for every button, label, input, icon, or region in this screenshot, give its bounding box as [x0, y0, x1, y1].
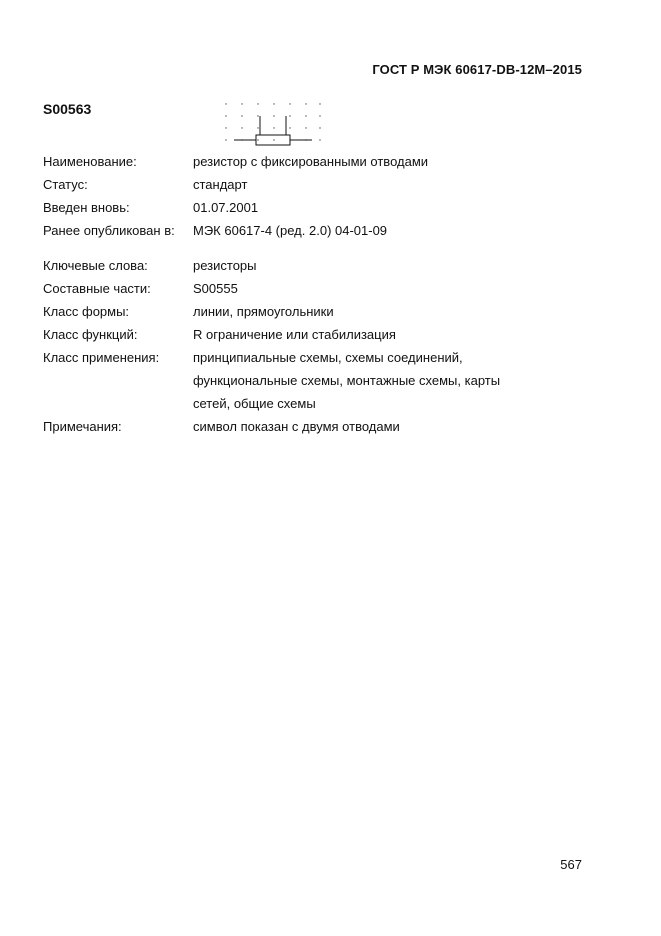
field-value: символ показан с двумя отводами [193, 419, 400, 434]
document-header: ГОСТ Р МЭК 60617-DB-12M–2015 [372, 62, 582, 77]
symbol-id: S00563 [43, 101, 92, 117]
page-number: 567 [560, 857, 582, 872]
field-value: линии, прямоугольники [193, 304, 334, 319]
field-label: Ключевые слова: [43, 258, 148, 273]
field-value: 01.07.2001 [193, 200, 259, 215]
field-value: МЭК 60617-4 (ред. 2.0) 04-01-09 [193, 223, 388, 238]
field-value: резистор с фиксированными отводами [193, 154, 429, 169]
field-value: сетей, общие схемы [193, 396, 316, 411]
field-label: Статус: [43, 177, 88, 192]
resistor-tapped-symbol-icon [218, 98, 328, 150]
field-label: Примечания: [43, 419, 122, 434]
field-label: Класс формы: [43, 304, 130, 319]
field-label: Составные части: [43, 281, 151, 296]
field-value: S00555 [193, 281, 238, 296]
field-value: стандарт [193, 177, 248, 192]
field-value: R ограничение или стабилизация [193, 327, 396, 342]
field-value: принципиальные схемы, схемы соединений, [193, 350, 463, 365]
field-label: Класс применения: [43, 350, 160, 365]
resistor-lines [234, 116, 312, 145]
field-value: функциональные схемы, монтажные схемы, карты [193, 373, 501, 388]
field-value: резисторы [193, 258, 257, 273]
field-label: Введен вновь: [43, 200, 130, 215]
field-label: Ранее опубликован в: [43, 223, 175, 238]
field-label: Класс функций: [43, 327, 138, 342]
field-label: Наименование: [43, 154, 137, 169]
